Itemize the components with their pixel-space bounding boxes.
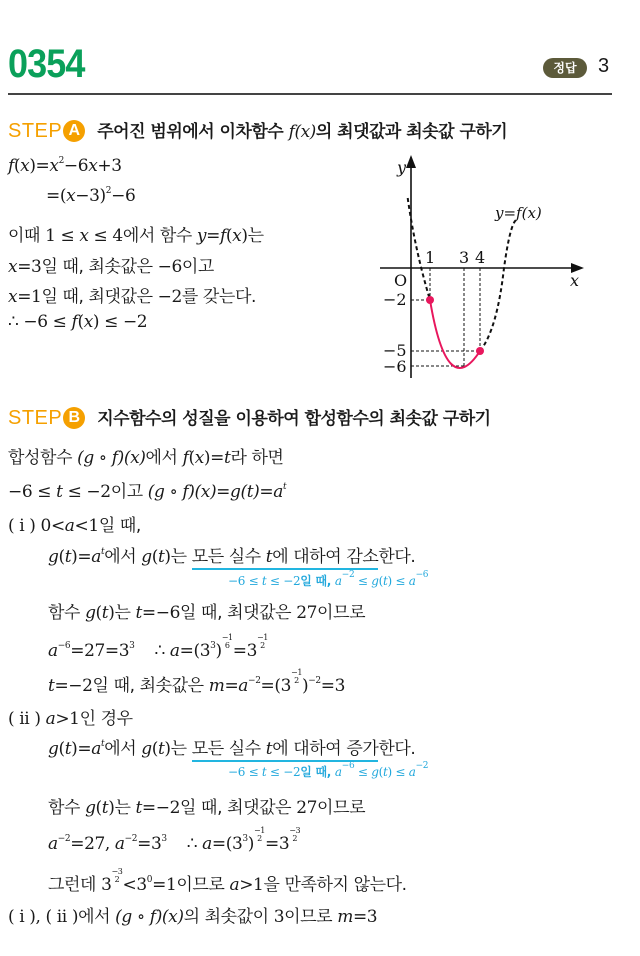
case-2-line-3: $a^{-2}=27$, $a^{-2}=3^3$ ∴ $a=(3^3)$ −1 2 =3 −3 2 xyxy=(48,826,301,854)
x-tick-1: 1 xyxy=(425,248,436,267)
point-max xyxy=(426,296,434,304)
case-2-line-1: $g(t)=a^t$에서 g(t)는 모든 실수 t에 대하여 증가한다. xyxy=(48,734,415,759)
step-a-label: STEP xyxy=(8,120,63,142)
x-axis-label: x xyxy=(570,271,580,290)
y-axis-arrow-icon xyxy=(406,155,416,168)
conclusion: ( i ), ( ii )에서 (g ∘ f)(x)의 최솟값이 3이므로 m=3 xyxy=(8,907,378,927)
step-a-line-4: x=3일 때, 최솟값은 −6이고 xyxy=(8,257,214,277)
step-b-line-1: 합성함수 (g ∘ f)(x)에서 f(x)=t라 하면 xyxy=(8,448,284,468)
case-2-line-4: 그런데 3 −3 2 $<3^0=1$이므로 a>1을 만족하지 않는다. xyxy=(48,867,407,895)
y-tick-minus2: −2 xyxy=(383,290,407,309)
x-tick-4: 4 xyxy=(475,248,486,267)
case-1-line-3: $a^{-6}=27=3^3$ ∴ $a=(3^3)$ −1 6 =3 −1 2 xyxy=(48,633,268,661)
origin-label: O xyxy=(394,271,408,290)
problem-number: 0354 xyxy=(8,42,85,86)
case-1-line-1: $g(t)=a^t$에서 g(t)는 모든 실수 t에 대하여 감소한다. xyxy=(48,542,415,567)
step-a-line-5: x=1일 때, 최댓값은 −2를 갖는다. xyxy=(8,287,256,307)
case-2-heading: ( ii ) a>1인 경우 xyxy=(8,709,133,729)
parabola-graph xyxy=(370,150,600,380)
y-axis-label: y xyxy=(397,158,407,177)
step-a-line-1: $f(x)=x^2-6x+3$ xyxy=(8,156,122,176)
x-tick-3: 3 xyxy=(459,248,470,267)
y-tick-minus5: −5 xyxy=(383,341,407,360)
header-divider xyxy=(8,93,612,95)
case-1-line-4: t=−2일 때, 최솟값은 $m=a^{-2}=(3$ −1 2 )$^{-2}$=3 xyxy=(48,668,345,696)
step-a-line-3: 이때 1 ≤ x ≤ 4에서 함수 y=f(x)는 xyxy=(8,226,264,246)
curve-right-dashed xyxy=(480,220,516,351)
case-2-note: −6 ≤ t ≤ −2일 때, $a^{-6} \le g(t) \le a^{-2}$ xyxy=(228,761,429,779)
step-a-line-6: ∴ −6 ≤ f(x) ≤ −2 xyxy=(8,312,148,332)
step-b-line-2: −6 ≤ t ≤ −2이고 (g ∘ $f)(x)=g(t)=a^t$ xyxy=(8,482,287,502)
step-a-line-2: $=(x-3)^2-6$ xyxy=(46,186,136,206)
case-1-note: −6 ≤ t ≤ −2일 때, $a^{-2} \le g(t) \le a^{-6}$ xyxy=(228,570,429,588)
curve-highlight xyxy=(430,300,480,368)
step-a-heading xyxy=(8,117,507,143)
case-1-heading: ( i ) 0<a<1일 때, xyxy=(8,516,141,536)
step-a-title: 주어진 범위에서 이차함수 f(x)의 최댓값과 최솟값 구하기 xyxy=(97,122,508,142)
point-end xyxy=(476,347,484,355)
step-a-letter-icon: A xyxy=(63,120,85,142)
step-b-heading xyxy=(8,404,491,430)
y-tick-minus6: −6 xyxy=(383,357,407,376)
step-b-letter-icon: B xyxy=(63,407,85,429)
case-1-underline: 모든 실수 t에 대하여 감소 xyxy=(192,547,379,570)
step-b-label: STEP xyxy=(8,407,63,429)
curve-label: y=f(x) xyxy=(495,204,542,222)
step-b-title: 지수함수의 성질을 이용하여 합성함수의 최솟값 구하기 xyxy=(97,409,491,429)
case-1-line-2: 함수 g(t)는 t=−6일 때, 최댓값은 27이므로 xyxy=(48,603,366,623)
answer-value: 3 xyxy=(598,55,610,77)
case-2-underline: 모든 실수 t에 대하여 증가 xyxy=(192,739,379,762)
case-2-line-2: 함수 g(t)는 t=−2일 때, 최댓값은 27이므로 xyxy=(48,798,366,818)
answer-badge: 정답 xyxy=(543,58,587,78)
